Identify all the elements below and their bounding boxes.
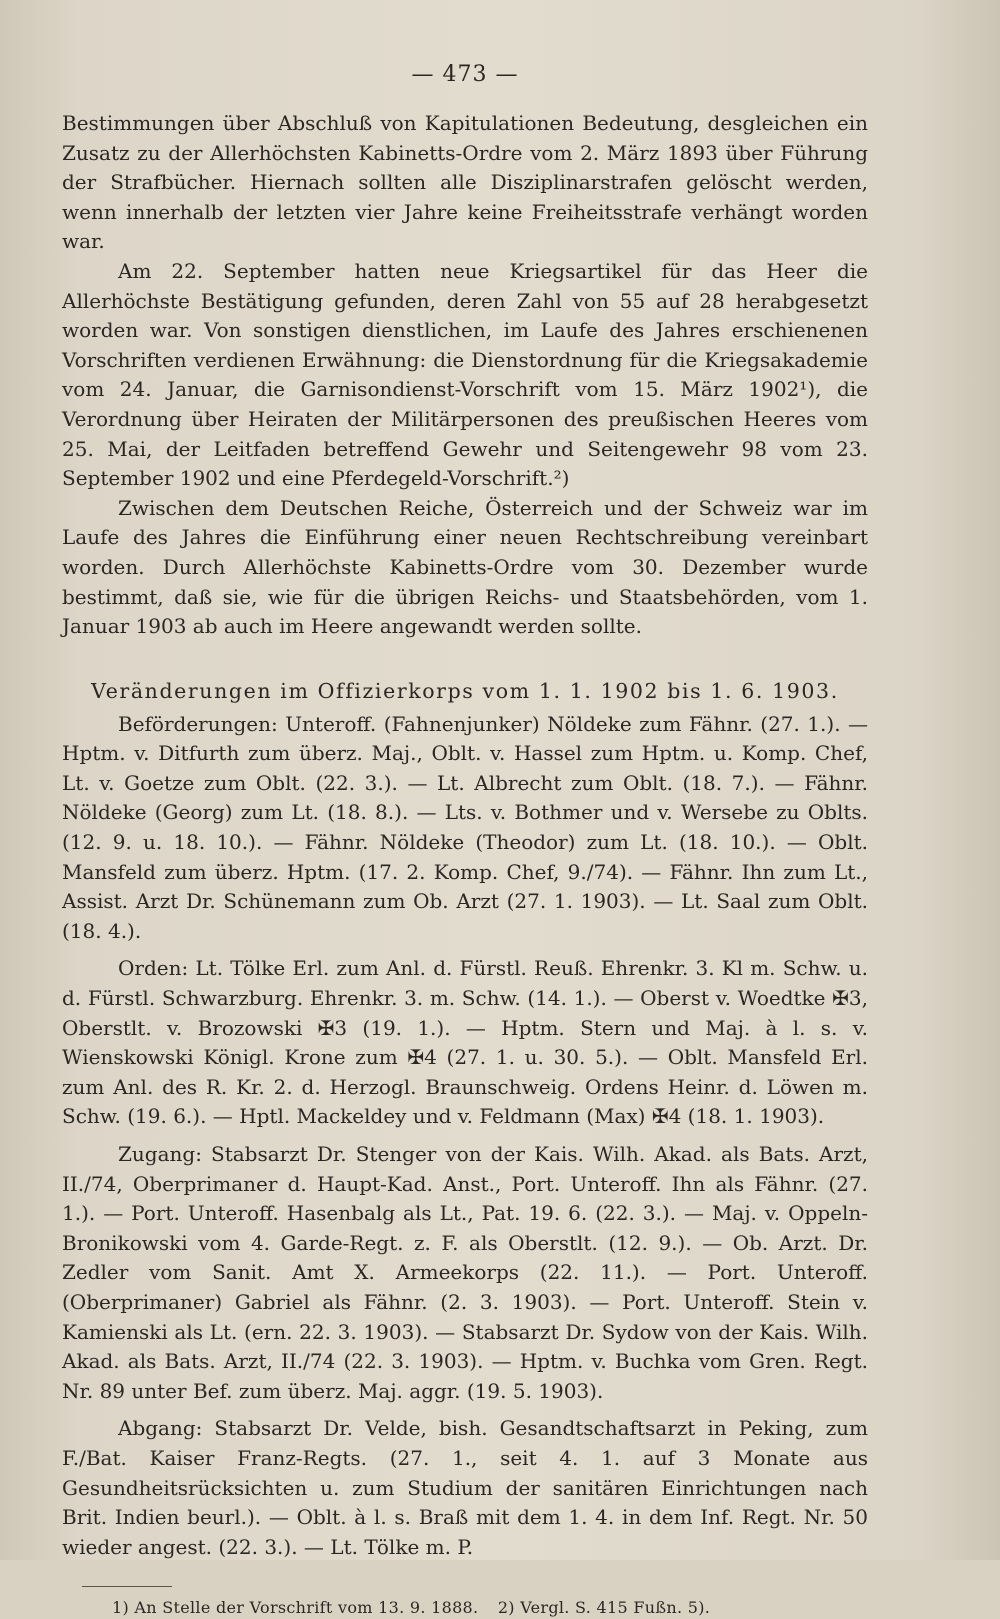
paragraph-rechtschreibung: Zwischen dem Deutschen Reiche, Österreich und der Schweiz war im Laufe des Jahres die Einführung einer neuen Rechtschreibung vereinbart worden. Durch Allerhöchste Kabinetts-Ordre vom 30. Dezember wurde bestimmt, daß sie, wie für die übrigen Reichs- und Staatsbehörden, vom 1. Januar 1903 ab auch im Heere angewandt werden sollte.: [62, 495, 868, 639]
entry-befoerderungen: Beförderungen: Unteroff. (Fahnenjunker) Nöldeke zum Fähnr. (27. 1.). — Hptm. v. Ditfurth zum überz. Maj., Oblt. v. Hassel zum Hptm. u. Komp. Chef, Lt. v. Goetze zum Oblt. (22. 3.). — Lt. Albrecht zum Oblt. (18. 7.). — Fähnr. Nöldeke (Georg) zum Lt. (18. 8.). — Lts. v. Bothmer und v. Wersebe zu Oblts. (12. 9. u. 18. 10.). — Fähnr. Nöldeke (Theodor) zum Lt. (18. 10.). — Oblt. Mansfeld zum überz. Hptm. (17. 2. Komp. Chef, 9./74). — Fähnr. Ihn zum Lt., Assist. Arzt Dr. Schünemann zum Ob. Arzt (27. 1. 1903). — Lt. Saal zum Oblt. (18. 4.).: [62, 711, 868, 943]
page-number: — 473 —: [411, 62, 519, 87]
footnotes: [62, 1597, 868, 1619]
section-heading: Veränderungen im Offizierkorps vom 1. 1. 1902 bis 1. 6. 1903.: [91, 678, 839, 703]
footnote-2: 2) Vergl. S. 415 Fußn. 5).: [497, 1598, 711, 1618]
entry-orden: Orden: Lt. Tölke Erl. zum Anl. d. Fürstl. Reuß. Ehrenkr. 3. Kl m. Schw. u. d. Fürstl. Schwarzburg. Ehrenkr. 3. m. Schw. (14. 1.). — Oberst v. Woedtke ✠3, Oberstlt. v. Brozowski ✠3 (19. 1.). — Hptm. Stern und Maj. à l. s. v. Wienskowski Königl. Krone zum ✠4 (27. 1. u. 30. 5.). — Oblt. Mansfeld Erl. zum Anl. des R. Kr. 2. d. Herzogl. Braunschweig. Ordens Heinr. d. Löwen m. Schw. (19. 6.). — Hptl. Mackeldey und v. Feldmann (Max) ✠4 (18. 1. 1903).: [62, 956, 868, 1129]
page-content: [62, 62, 868, 1619]
entry-abgang: Abgang: Stabsarzt Dr. Velde, bish. Gesandtschaftsarzt in Peking, zum F./Bat. Kaiser Franz-Regts. (27. 1., seit 4. 1. auf 3 Monate aus Gesundheitsrücksichten u. zum Studium der sanitären Einrichtungen nach Brit. Indien beurl.). — Oblt. à l. s. Braß mit dem 1. 4. in dem Inf. Regt. Nr. 50 wieder angest. (22. 3.). — Lt. Tölke m. P.: [62, 1416, 868, 1559]
paragraph-kabinetts-ordre: Bestimmungen über Abschluß von Kapitulationen Bedeutung, desgleichen ein Zusatz zu der Allerhöchsten Kabinetts-Ordre vom 2. März 1893 über Führung der Strafbücher. Hiernach sollten alle Disziplinarstrafen gelöscht werden, wenn innerhalb der letzten vier Jahre keine Freiheitsstrafe verhängt worden war.: [62, 111, 868, 254]
section-gap: [62, 642, 868, 676]
footnote-divider: [82, 1586, 172, 1587]
entry-zugang: Zugang: Stabsarzt Dr. Stenger von der Kais. Wilh. Akad. als Bats. Arzt, II./74, Oberprimaner d. Haupt-Kad. Anst., Port. Unteroff. Ihn als Fähnr. (27. 1.). — Port. Unteroff. Hasenbalg als Lt., Pat. 19. 6. (22. 3.). — Maj. v. Oppeln-Bronikowski vom 4. Garde-Regt. z. F. als Oberstlt. (12. 9.). — Ob. Arzt. Dr. Zedler vom Sanit. Amt X. Armeekorps (22. 11.). — Port. Unteroff. (Oberprimaner) Gabriel als Fähnr. (2. 3. 1903). — Port. Unteroff. Stein v. Kamienski als Lt. (ern. 22. 3. 1903). — Stabsarzt Dr. Sydow von der Kais. Wilh. Akad. als Bats. Arzt, II./74 (22. 3. 1903). — Hptm. v. Buchka vom Gren. Regt. Nr. 89 unter Bef. zum überz. Maj. aggr. (19. 5. 1903).: [62, 1142, 868, 1403]
paragraph-kriegsartikel: Am 22. September hatten neue Kriegsartikel für das Heer die Allerhöchste Bestätigung gefunden, deren Zahl von 55 auf 28 herabgesetzt worden war. Von sonstigen dienstlichen, im Laufe des Jahres erschienenen Vorschriften verdienen Erwähnung: die Dienstordnung für die Kriegsakademie vom 24. Januar, die Garnisondienst-Vorschrift vom 15. März 1902¹), die Verordnung über Heiraten der Militärpersonen des preußischen Heeres vom 25. Mai, der Leitfaden betreffend Gewehr und Seitengewehr 98 vom 23. September 1902 und eine Pferdegeld-Vorschrift.²): [62, 258, 868, 491]
footnote-1: 1) An Stelle der Vorschrift vom 13. 9. 1888.: [112, 1598, 479, 1618]
